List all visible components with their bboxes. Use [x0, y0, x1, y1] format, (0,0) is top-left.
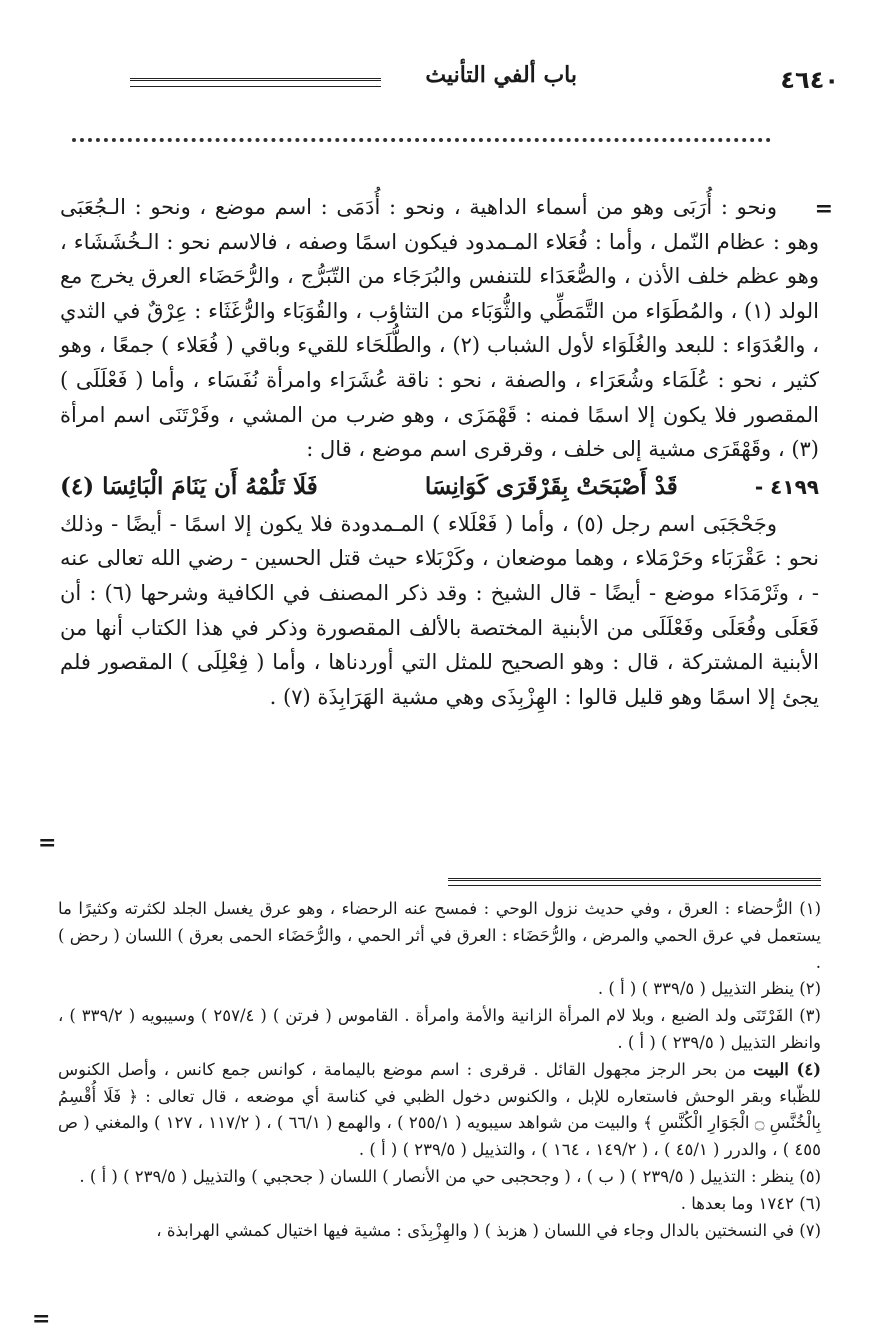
paragraph-2: وجَحْجَبَى اسم رجل (٥) ، وأما ( فَعْلَلاء ) المـمدودة فلا يكون إلا اسمًا - أيضًا - وذلك نحو : عَقْرَبَاء وحَرْمَلاء ، وهما موضعان ، وكَرْبَلاء حيث قتل الحسين - رضي الله تعالى عنه - ، وثَرْمَدَاء موضع - أيضًا - قال الشيخ : وقد ذكر المصنف في الكافية وشرحها (٦) : أن فَعَلَى وفُعَلَى وفَعْلَلَى من الأبنية المختصة بالألف المقصورة وذكر في هذا الكتاب أنها من الأبنية المشتركة ، قال : وهو الصحيح للمثل التي أوردناها ، وأما ( فِعْلِلَى ) المقصور فلم يجئ إلا اسمًا وهو قليل قالوا : الهِزْبِذَى وهي مشية الهَرَابِذَة (٧) . [60, 511, 820, 709]
footnote-4-text: من بحر الرجز مجهول القائل . قرقرى : اسم موضع باليمامة ، كوانس جمع كانس ، وأصل الكنوس للظّباء وبقر الوحش فاستعاره للإبل ، والكنوس دخول الظبي في كناسة أي موضعه ، قال تعالى : ﴿ فَلَا أُقْسِمُ بِالْخُنَّسِ ۝ الْجَوَارِ الْكُنَّسِ ﴾ والبيت من شواهد سيبويه ( ٢٥٥/١ ) ، والهمع ( ٦٦/١ ) ، ( ١١٧/٢ ، ١٢٧ ) والمغني ( ص ٤٥٥ ) ، والدرر ( ٤٥/١ ) ، ( ١٤٩/٢ ، ١٦٤ ) ، والتذييل ( ٢٣٩/٥ ) ( أ ) . [58, 1059, 821, 1160]
footnote-1: (١) الرُّحضاء : العرق ، وفي حديث نزول الوحي : فمسح عنه الرحضاء ، وهو عرق يغسل الجلد لكثرته وكثيرًا ما يستعمل في عرق الحمي والمرض ، والرُّحَضَاء : العرق في أثر الحمي ، والرُّحَضَاء الحمى بعرق ) اللسان ( رحض ) . [58, 899, 821, 972]
footnote-4 [58, 1057, 821, 1164]
continuation-dots [72, 138, 771, 142]
footnote-3: (٣) الفَرْتَنَى ولد الضبع ، وبلا لام المرأة الزانية والأمة وامرأة . القاموس ( فرتن ) ( ٢٥٧/٤ ) وسيبويه ( ٣٣٩/٢ ) ، وانظر التذييل ( ٢٣٩/٥ ) ( أ ) . [58, 1006, 821, 1052]
page-header [40, 62, 839, 102]
footnote-2: (٢) ينظر التذييل ( ٣٣٩/٥ ) ( أ ) . [597, 979, 821, 999]
chapter-title: باب ألفي التأنيث [425, 62, 577, 88]
footnote-separator [448, 878, 821, 881]
footnote-7: (٧) في النسختين بالدال وجاء في اللسان ( هزبذ ) ( والهِزْبِذَى : مشية فيها اختيال كمشي الهرابذة ، [156, 1220, 821, 1240]
main-text [60, 190, 819, 714]
page-number: ٤٦٤٠ [780, 66, 839, 94]
verse-number: ٤١٩٩ - [754, 474, 819, 499]
verse-line [60, 469, 819, 505]
header-rule-secondary [130, 86, 381, 87]
verse-hemistich-1: قَدْ أَصْبَحَتْ بِقَرْقَرَى كَوَانِسَا [424, 472, 678, 500]
footnote-5: (٥) ينظر : التذييل ( ٢٣٩/٥ ) ( ب ) ، ( وجحجبى حي من الأنصار ) اللسان ( جحجبي ) والتذييل ( ٢٣٩/٥ ) ( أ ) . [79, 1166, 821, 1186]
paragraph-1: ونحو : أُرَبَى وهو من أسماء الداهية ، ونحو : أُدَمَى : اسم موضع ، ونحو : الـجُعَبَى وهو : عظام النّمل ، وأما : فُعَلاء المـمدود فيكون اسمًا وصفه ، فالاسم نحو : الـخُشَشَاء ، وهو عظم خلف الأذن ، والصُّعَدَاء للتنفس والبُرَجَاء من التّبَرُّج ، والرُّحَضَاء العرق يخرج مع الولد (١) ، والمُطَوَاء من التَّمَطِّي والثُّوَبَاء من التثاؤب ، والقُوَبَاء والرُّغَثَاء : عِرْقٌ في الثدي ، والعُدَوَاء : للبعد والغُلَوَاء لأول الشباب (٢) ، والطُّلَحَاء للقيء وباقي ( فُعَلاء ) جمعًا ، وهو كثير ، نحو : عُلَمَاء وشُعَرَاء ، والصفة ، نحو : ناقة عُشَرَاء وامرأة نُفَسَاء ، وأما ( فَعْلَلَى ) المقصور فلا يكون إلا اسمًا فمنه : قَهْمَزَى ، وهو ضرب من المشي ، وفَرْتَنَى اسم امرأة (٣) ، وقَهْقَرَى مشية إلى خلف ، وقرقرى اسم موضع ، قال : [60, 195, 820, 462]
footnote-4-label: (٤) البيت [753, 1059, 821, 1079]
header-rule [130, 78, 381, 84]
continuation-mark-footnote: = [32, 1306, 51, 1332]
verse-hemistich-2: فَلَا تَلُمْهُ أَن يَنَامَ الْبَائِسَا (٤) [60, 472, 318, 500]
footnote-separator-secondary [448, 885, 821, 886]
continuation-mark-top: = [814, 196, 833, 222]
footnote-6: (٦) ١٧٤٢ وما بعدها . [680, 1193, 821, 1213]
continuation-mark-end: = [38, 830, 57, 856]
footnotes [58, 896, 821, 1244]
